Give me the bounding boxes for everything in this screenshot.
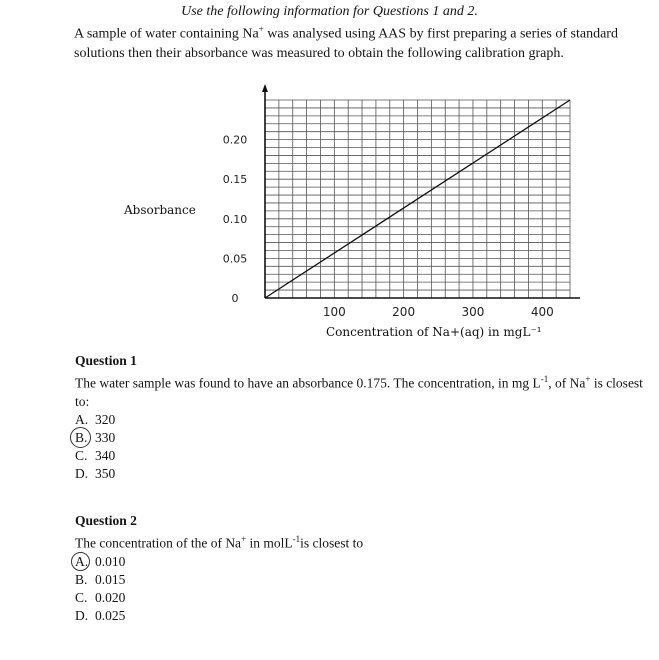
x-tick-label: 400	[530, 305, 554, 319]
q2-option-a-letter: A.	[75, 553, 89, 569]
y-tick-label: 0.20	[222, 133, 248, 147]
q2-option-a-value: 0.010	[95, 553, 126, 569]
q2-option-b-value: 0.015	[95, 571, 126, 587]
y-tick-label: 0.10	[222, 212, 248, 226]
q1-option-b-value: 330	[95, 429, 116, 445]
q1-option-b[interactable]	[75, 429, 655, 447]
q1-stem-a: The water sample was found to have an absorbance 0.175. The concentration, in mg L	[75, 375, 541, 391]
y-tick-label: 0.05	[222, 252, 248, 266]
q2-option-b-letter: B.	[75, 571, 88, 587]
intro-sup: +	[258, 24, 264, 34]
q1-option-c[interactable]	[75, 447, 655, 465]
q2-option-b[interactable]	[75, 571, 655, 589]
intro-part2: was analysed using AAS by first preparing a series of standard solutions then their absorbance was measured to obtain the following calibration graph.	[74, 26, 618, 61]
q2-option-d-value: 0.025	[95, 607, 126, 623]
q1-stem-sup: -1	[540, 374, 549, 384]
q1-option-d-letter: D.	[75, 465, 89, 481]
x-tick-label: 100	[322, 305, 346, 319]
q1-stem-b: , of Na	[548, 375, 586, 391]
selected-answer-circle	[70, 427, 91, 448]
q1-stem-sup2: +	[585, 374, 591, 384]
question-1-title: Question 1	[75, 353, 137, 368]
x-tick-labels	[323, 305, 554, 319]
q2-option-c-letter: C.	[75, 589, 88, 605]
question-1	[75, 352, 655, 483]
q1-option-c-letter: C.	[75, 447, 88, 463]
q1-option-a-value: 320	[95, 411, 116, 427]
q2-stem-b: in molL	[246, 535, 293, 551]
x-tick-label: 200	[392, 305, 416, 319]
q2-stem-a: The concentration of the of Na	[75, 535, 242, 551]
y-tick-label: 0.15	[222, 173, 248, 187]
y-axis-arrow-icon	[262, 84, 268, 92]
q2-option-d-letter: D.	[75, 607, 89, 623]
question-1-stem	[75, 370, 655, 411]
question-2-title: Question 2	[75, 513, 137, 528]
intro-text	[74, 20, 654, 63]
intro-part1: A sample of water containing Na	[74, 26, 259, 42]
q2-option-c-value: 0.020	[95, 589, 126, 605]
instructions-header: Use the following information for Questions 1 and 2.	[181, 4, 478, 19]
y-axis-title: Absorbance	[124, 203, 196, 217]
q2-stem-sup2: -1	[292, 534, 301, 544]
x-tick-label: 300	[461, 305, 485, 319]
selected-answer-circle	[71, 552, 90, 571]
q1-option-d[interactable]	[75, 465, 655, 483]
x-axis-title: Concentration of Na+(aq) in mgL⁻¹	[326, 325, 542, 339]
q2-option-d[interactable]	[75, 607, 655, 625]
question-2-stem	[75, 530, 655, 553]
q1-option-c-value: 340	[95, 447, 116, 463]
question-2	[75, 512, 655, 625]
q2-stem-sup: +	[241, 534, 247, 544]
q2-option-c[interactable]	[75, 589, 655, 607]
y-tick-labels	[223, 134, 248, 305]
y-tick-label: 0	[231, 292, 239, 305]
q2-stem-c: is closest to	[300, 535, 364, 551]
q1-option-a[interactable]	[75, 411, 655, 429]
calibration-graph	[100, 80, 620, 350]
q1-option-d-value: 350	[95, 465, 116, 481]
q2-option-a[interactable]	[75, 553, 655, 571]
q1-option-a-letter: A.	[75, 411, 89, 427]
q1-stem-c: is closest to:	[75, 375, 643, 409]
q1-option-b-letter: B.	[75, 429, 88, 445]
